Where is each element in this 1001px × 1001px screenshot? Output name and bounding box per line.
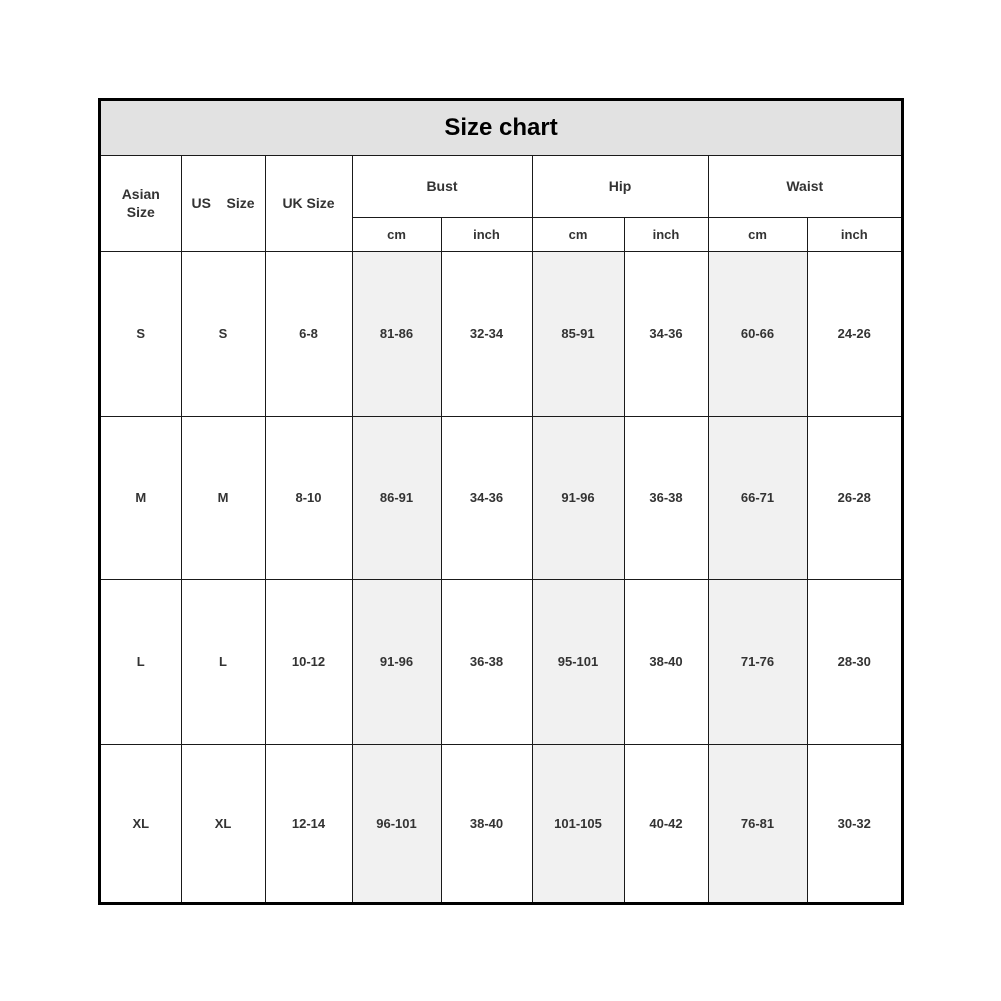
asian-size-label: Asian Size — [121, 186, 160, 220]
asian-size-cell: M — [101, 416, 181, 579]
bust-inch-cell: 34-36 — [441, 416, 532, 579]
hip-cm-cell: 91-96 — [532, 416, 624, 579]
hip-cm-cell: 101-105 — [532, 744, 624, 902]
bust-inch-header: inch — [441, 217, 532, 251]
waist-inch-cell: 30-32 — [807, 744, 901, 902]
asian-size-cell: L — [101, 579, 181, 744]
hip-inch-cell: 38-40 — [624, 579, 708, 744]
hip-inch-cell: 40-42 — [624, 744, 708, 902]
size-chart — [98, 98, 904, 905]
waist-cm-cell: 71-76 — [708, 579, 807, 744]
us-size-header — [181, 155, 265, 251]
asian-size-cell: XL — [101, 744, 181, 902]
us-size-cell: L — [181, 579, 265, 744]
waist-inch-cell: 28-30 — [807, 579, 901, 744]
uk-size-cell: 10-12 — [265, 579, 352, 744]
hip-header: Hip — [532, 155, 708, 217]
bust-cm-header: cm — [352, 217, 441, 251]
table-row — [101, 579, 901, 744]
bust-inch-cell: 38-40 — [441, 744, 532, 902]
waist-cm-header: cm — [708, 217, 807, 251]
hip-inch-header: inch — [624, 217, 708, 251]
bust-cm-cell: 86-91 — [352, 416, 441, 579]
us-size-label: US Size — [191, 195, 255, 211]
hip-cm-header: cm — [532, 217, 624, 251]
chart-title: Size chart — [101, 101, 901, 155]
table-row — [101, 416, 901, 579]
hip-cm-cell: 95-101 — [532, 579, 624, 744]
waist-header: Waist — [708, 155, 901, 217]
bust-cm-cell: 96-101 — [352, 744, 441, 902]
waist-cm-cell: 66-71 — [708, 416, 807, 579]
bust-cm-cell: 91-96 — [352, 579, 441, 744]
uk-size-header: UK Size — [265, 155, 352, 251]
uk-size-cell: 8-10 — [265, 416, 352, 579]
uk-size-cell: 6-8 — [265, 251, 352, 416]
hip-inch-cell: 34-36 — [624, 251, 708, 416]
us-size-cell: M — [181, 416, 265, 579]
asian-size-header — [101, 155, 181, 251]
table-row — [101, 744, 901, 902]
waist-inch-cell: 24-26 — [807, 251, 901, 416]
us-size-cell: S — [181, 251, 265, 416]
bust-header: Bust — [352, 155, 532, 217]
bust-inch-cell: 32-34 — [441, 251, 532, 416]
table-row — [101, 251, 901, 416]
asian-size-cell: S — [101, 251, 181, 416]
waist-cm-cell: 76-81 — [708, 744, 807, 902]
bust-cm-cell: 81-86 — [352, 251, 441, 416]
bust-inch-cell: 36-38 — [441, 579, 532, 744]
waist-cm-cell: 60-66 — [708, 251, 807, 416]
hip-inch-cell: 36-38 — [624, 416, 708, 579]
us-size-cell: XL — [181, 744, 265, 902]
waist-inch-cell: 26-28 — [807, 416, 901, 579]
hip-cm-cell: 85-91 — [532, 251, 624, 416]
size-chart-table — [101, 101, 901, 902]
uk-size-cell: 12-14 — [265, 744, 352, 902]
waist-inch-header: inch — [807, 217, 901, 251]
